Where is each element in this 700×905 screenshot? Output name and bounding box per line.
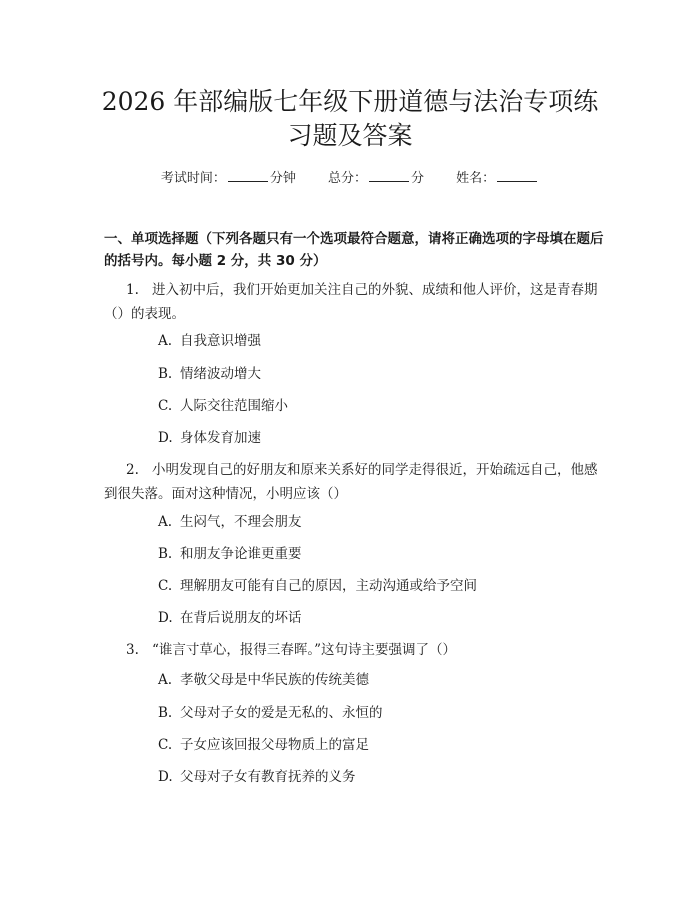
document-title-line-1: 2026 年部编版七年级下册道德与法治专项练 [101,87,599,116]
question-3-option-c[interactable] [158,735,598,755]
option-text: 理解朋友可能有自己的原因，主动沟通或给予空间 [180,578,477,594]
exam-score [328,168,424,189]
exam-name [456,168,539,189]
question-text: “谁言寸草心，报得三春晖。”这句诗主要强调了（） [152,642,457,658]
option-text: 在背后说朋友的坏话 [180,610,302,626]
option-letter: D. [158,430,173,446]
exam-time [161,168,296,189]
option-letter: B. [158,705,173,721]
option-text: 自我意识增强 [180,333,261,349]
exam-time-label: 考试时间： [160,171,226,186]
option-letter: C. [158,737,173,753]
option-letter: A. [158,333,173,349]
question-1 [104,278,604,326]
question-2 [104,458,604,506]
question-1-option-c[interactable] [158,396,598,416]
question-3-option-b[interactable] [158,703,598,723]
exam-name-blank[interactable] [497,168,537,182]
exam-name-label: 姓名： [456,171,496,186]
option-letter: C. [158,578,173,594]
question-number: 1. [126,282,139,298]
exam-time-blank[interactable] [228,168,268,182]
option-text: 生闷气，不理会朋友 [180,514,302,530]
exam-score-unit: 分 [411,171,425,186]
question-2-option-c[interactable] [158,576,598,596]
option-letter: B. [158,366,173,382]
option-text: 和朋友争论谁更重要 [180,546,302,562]
document-title-line-2: 习题及答案 [287,121,413,150]
option-text: 孝敬父母是中华民族的传统美德 [180,672,369,688]
option-text: 父母对子女的爱是无私的、永恒的 [180,705,383,721]
section-heading: 一、单项选择题（下列各题只有一个选项最符合题意，请将正确选项的字母填在题后的括号内。每小题 2 分，共 30 分） [104,231,604,269]
option-text: 身体发育加速 [180,430,261,446]
question-2-option-d[interactable] [158,608,598,628]
question-1-option-d[interactable] [158,428,598,448]
option-letter: A. [158,514,173,530]
option-text: 情绪波动增大 [180,366,261,382]
question-3-option-d[interactable] [158,767,598,787]
question-1-option-a[interactable] [158,331,598,351]
question-1-option-b[interactable] [158,364,598,384]
option-letter: C. [158,398,173,414]
question-3-option-a[interactable] [158,670,598,690]
option-letter: D. [158,610,173,626]
option-text: 人际交往范围缩小 [180,398,288,414]
option-text: 父母对子女有教育抚养的义务 [180,769,356,785]
question-number: 3. [126,642,139,658]
exam-time-unit: 分钟 [269,171,296,186]
option-letter: D. [158,769,173,785]
exam-score-label: 总分： [327,171,367,186]
question-3 [104,638,604,662]
question-number: 2. [126,462,139,478]
question-2-option-a[interactable] [158,512,598,532]
option-letter: B. [158,546,173,562]
option-letter: A. [158,672,173,688]
question-2-option-b[interactable] [158,544,598,564]
question-text: 小明发现自己的好朋友和原来关系好的同学走得很近，开始疏远自己，他感到很失落。面对这种情况，小明应该（） [104,462,598,502]
question-text: 进入初中后，我们开始更加关注自己的外貌、成绩和他人评价，这是青春期（）的表现。 [104,282,598,322]
exam-meta [0,168,700,189]
exam-score-blank[interactable] [369,168,409,182]
option-text: 子女应该回报父母物质上的富足 [180,737,369,753]
